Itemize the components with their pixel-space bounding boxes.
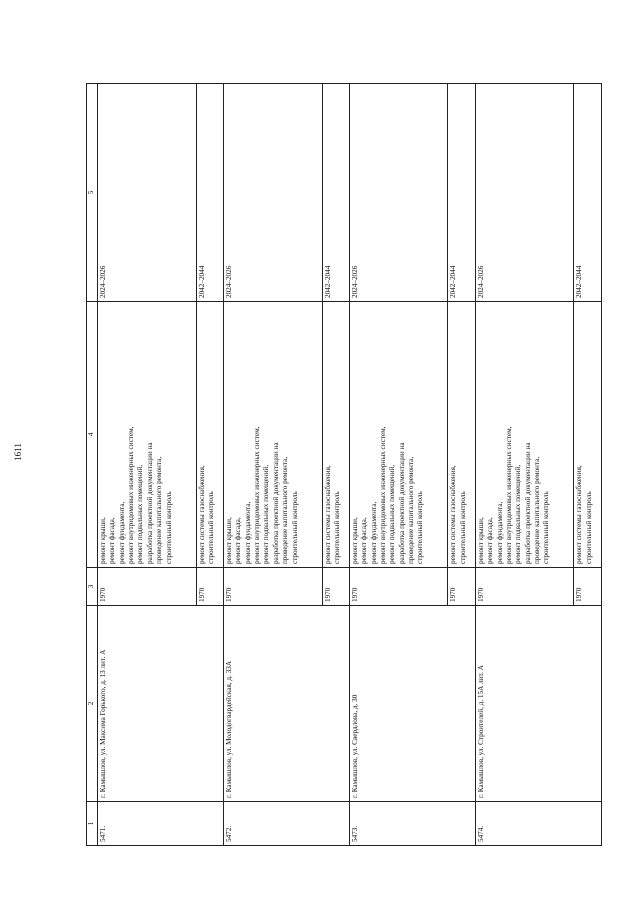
row-period: 2042–2044 bbox=[448, 84, 475, 302]
row-period: 2024–2026 bbox=[475, 84, 574, 302]
table-row bbox=[98, 84, 197, 846]
row-works: ремонт крыши, ремонт фасада, ремонт фундамента, ремонт внутридомовых инженерных систем, ремонт подвальных помещений, разработка проектной документации на проведение капитального ремонта, строительный контроль bbox=[349, 302, 448, 568]
row-works: ремонт крыши, ремонт фасада, ремонт фундамента, ремонт внутридомовых инженерных систем, ремонт подвальных помещений, разработка проектной документации на проведение капитального ремонта, строительный контроль bbox=[475, 302, 574, 568]
header-col-5: 5 bbox=[87, 84, 98, 302]
row-works: ремонт системы газоснабжения, строительный контроль bbox=[574, 302, 602, 568]
row-number: 5472. bbox=[223, 802, 349, 846]
row-address: г. Камышлов, ул. Строителей, д. 15А лит. А bbox=[475, 606, 601, 802]
row-period: 2042–2044 bbox=[322, 84, 349, 302]
header-col-4: 4 bbox=[87, 302, 98, 568]
row-works: ремонт системы газоснабжения, строительный контроль bbox=[196, 302, 223, 568]
table-row bbox=[349, 84, 448, 846]
header-col-1: 1 bbox=[87, 802, 98, 846]
row-year: 1970 bbox=[196, 568, 223, 606]
row-year: 1970 bbox=[98, 568, 197, 606]
header-col-3: 3 bbox=[87, 568, 98, 606]
row-address: г. Камышлов, ул. Максима Горького, д. 13 лит. А bbox=[98, 606, 224, 802]
row-year: 1970 bbox=[322, 568, 349, 606]
header-col-2: 2 bbox=[87, 606, 98, 802]
row-year: 1970 bbox=[475, 568, 574, 606]
row-period: 2024–2026 bbox=[223, 84, 322, 302]
row-year: 1970 bbox=[574, 568, 602, 606]
row-period: 2024–2026 bbox=[98, 84, 197, 302]
row-year: 1970 bbox=[223, 568, 322, 606]
page-number bbox=[0, 441, 36, 463]
row-number: 5474. bbox=[475, 802, 601, 846]
row-year: 1970 bbox=[349, 568, 448, 606]
table-row bbox=[475, 84, 574, 846]
table-container bbox=[86, 84, 602, 846]
rotated-table-area bbox=[86, 84, 602, 846]
row-address: г. Камышлов, ул. Свердлова, д. 30 bbox=[349, 606, 475, 802]
row-period: 2042–2044 bbox=[196, 84, 223, 302]
row-year: 1970 bbox=[448, 568, 475, 606]
row-period: 2042–2044 bbox=[574, 84, 602, 302]
row-works: ремонт крыши, ремонт фасада, ремонт фундамента, ремонт внутридомовых инженерных систем, ремонт подвальных помещений, разработка проектной документации на проведение капитального ремонта, строительный контроль bbox=[223, 302, 322, 568]
row-number: 5471. bbox=[98, 802, 224, 846]
row-period: 2024–2026 bbox=[349, 84, 448, 302]
row-works: ремонт системы газоснабжения, строительный контроль bbox=[448, 302, 475, 568]
header-row bbox=[87, 84, 98, 846]
row-works: ремонт крыши, ремонт фасада, ремонт фундамента, ремонт внутридомовых инженерных систем, ремонт подвальных помещений, разработка проектной документации на проведение капитального ремонта, строительный контроль bbox=[98, 302, 197, 568]
repair-schedule-table bbox=[86, 83, 602, 846]
page-number-text: 1611 bbox=[12, 443, 23, 461]
row-number: 5473. bbox=[349, 802, 475, 846]
table-row bbox=[223, 84, 322, 846]
row-works: ремонт системы газоснабжения, строительный контроль bbox=[322, 302, 349, 568]
row-address: г. Камышлов, ул. Молодогвардейская, д. 33А bbox=[223, 606, 349, 802]
